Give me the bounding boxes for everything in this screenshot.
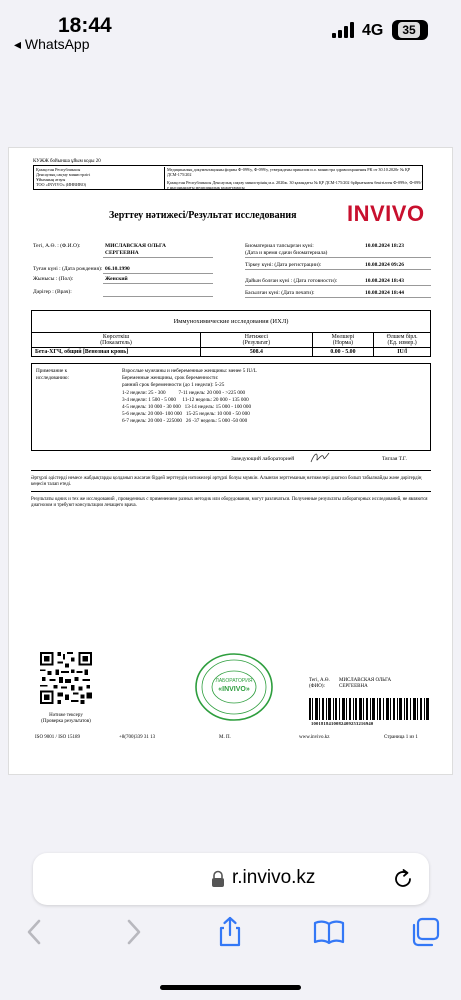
status-time: 18:44 — [58, 14, 112, 37]
qr-label: Нәтиже тексеру (Проверка результатов) — [41, 713, 91, 724]
dob-value: 06.10.1990 — [105, 266, 130, 272]
row-result: 508.4 — [201, 348, 312, 356]
share-icon — [213, 915, 247, 949]
row-unit: IU/l — [397, 349, 407, 355]
doctor-label: Дәрігер : (Врач): — [33, 289, 72, 295]
header-result: Нәтижесі (Результат) — [201, 333, 312, 347]
barcode-icon — [309, 698, 429, 720]
notes-box — [31, 363, 431, 451]
table-title: Иммунохимические исследования (ИХЛ) — [32, 311, 430, 333]
org-code: КУЖЖ бойынша ұйым коды 20 — [33, 159, 101, 164]
dob-label: Туған күні : (Дата рождения): — [33, 266, 103, 272]
qr-code-icon[interactable] — [38, 650, 94, 706]
patient-label: Тегі, А.Ө. (ФИО): — [309, 678, 330, 689]
status-bar — [0, 0, 461, 70]
row-norm: 0.00 - 5.00 — [313, 348, 375, 356]
ministry-left: Қазақстан Республикасы Денсаулық сақтау министрлігі Ұйымның атауы ТОО «INVIVO» (ИНВИВО) — [36, 167, 91, 187]
lock-icon — [211, 870, 225, 888]
registration-value: 10.08.2024 09:26 — [365, 262, 404, 268]
battery-icon — [392, 20, 428, 40]
fio-value-2: СЕРГЕЕВНА — [105, 250, 139, 256]
forward-button[interactable] — [116, 915, 150, 949]
sex-value: Женский — [105, 276, 128, 282]
address-bar[interactable] — [33, 853, 429, 905]
barcode-number: 1001818410082409253216940 — [311, 721, 374, 726]
print-value: 10.08.2024 18:44 — [365, 290, 404, 296]
lab-stamp-icon — [193, 651, 275, 723]
invivo-logo: INVIVO — [347, 201, 425, 226]
biomaterial-value: 10.08.2024 18:23 — [365, 243, 404, 249]
print-label: Басылған күні: (Дата печати): — [245, 290, 315, 296]
biomaterial-label-1: Биоматериал тапсырған күні: — [245, 243, 314, 249]
lab-head-name: Тяглая Т.Г. — [382, 456, 407, 462]
footer-web: www.invivo.kz — [299, 735, 330, 740]
footer-mp: М. П. — [219, 735, 231, 740]
back-to-whatsapp[interactable]: ◂ WhatsApp — [14, 36, 90, 52]
browser-toolbar — [0, 915, 461, 965]
svg-text:«INVIVO»: «INVIVO» — [218, 686, 250, 693]
signature-icon — [309, 450, 331, 464]
patient-value: МИСЛАВСКАЯ ОЛЬГА СЕРГЕЕВНА — [339, 678, 392, 689]
chevron-right-icon — [116, 915, 150, 949]
lab-head-label: Заведующий лабораторией — [231, 456, 295, 462]
ministry-header — [33, 165, 423, 190]
url-text[interactable]: r.invivo.kz — [232, 867, 316, 888]
footer-iso: ISO 9001 / ISO 15189 — [35, 735, 81, 740]
signal-icon — [332, 22, 354, 38]
document-title: Зерттеу нәтижесі/Результат исследования — [109, 210, 297, 221]
fio-value-1: МИСЛАВСКАЯ ОЛЬГА — [105, 243, 166, 249]
results-table — [31, 310, 431, 357]
book-icon — [312, 915, 346, 949]
notes-label: Примечание к исследованию: — [36, 368, 69, 381]
svg-text:ЛАБОРАТОРИЯ: ЛАБОРАТОРИЯ — [215, 678, 253, 684]
disclaimer-ru: Результаты одних и тех же исследований , проведенных с применением разных методик или оборудования, могут различаться. Полученные результаты лабораторных исследований, не являются диагнозом и требуют консультации лечащего врача. — [31, 497, 428, 508]
header-unit: Өлшем бірл. (Ед. измер.) — [386, 334, 418, 346]
share-button[interactable] — [213, 915, 247, 949]
ministry-right: Медициналық документацияны формы Ф-099/у, Ф-099/у, утверждены приказом и.о. министра здравоохранения РК от 30.10.2020г № ҚР ДСМ-175/202 Қазақстан Республикасы Денсаулық сақтау министрінің м.а. 2020ж. 30 қазандағы № ҚР ДСМ-175/202 бұйрығымен бекітілген Ф-099/е, Ф-099/е нысанындағы медициналық құжаттамасы — [164, 167, 422, 190]
disclaimer-kz: Әртүрлі әдістерді немесе жабдықтарды қолданып жасаған бірдей зерттеудің нәтижелері әртүрлі болуы мүмкін. Алынған зерттеманың нәтижелері диагноз болып табылмайды және дәрігердің кеңесін талап етеді. — [31, 476, 422, 487]
header-norm: Мөлшері (Норма) — [313, 333, 375, 347]
tabs-icon — [408, 915, 442, 949]
sex-label: Жынысы : (Пол): — [33, 276, 74, 282]
chevron-left-icon — [18, 915, 52, 949]
biomaterial-label-2: (Дата и время сдачи биоматериала) — [245, 250, 328, 256]
back-button[interactable] — [18, 915, 52, 949]
battery-level: 35 — [398, 22, 420, 38]
fio-label: Тегі, А.Ө. : (Ф.И.О): — [33, 243, 81, 249]
ready-value: 10.08.2024 18:43 — [365, 278, 404, 284]
table-header-row — [32, 333, 430, 348]
network-type: 4G — [362, 22, 384, 39]
footer-page: Страница 1 из 1 — [384, 735, 418, 740]
footer-phone: +8(700)339 31 13 — [119, 735, 156, 740]
notes-lines: Взрослые мужчины и небеременные женщины: менее 5 IU/L Беременные женщины, срок беременности: ранний срок беременности (до 1 недели): 5-25 1-2 недели: 25 - 300 7-11 недель: 20 000 - >225 000 3-4 недели: 1 500 - 5 000 11-12 недель: 20 000 - 135 000 4-5 недель: 10 000 - 30 000 13-14 недель: 15 000 - 100 000 5-6 недель: 20 000- 100 000 15-25 недель: 10 000 - 50 000 6-7 недель: 20 000 - 225000 26 -37 недель: 5 000 -50 000 — [122, 368, 257, 425]
registration-label: Тіркеу күні: (Дата регистрации): — [245, 262, 322, 268]
header-indicator: Көрсеткіш (Показатель) — [32, 333, 201, 347]
lab-result-document — [8, 147, 453, 775]
bookmarks-button[interactable] — [312, 915, 346, 949]
tabs-button[interactable] — [408, 915, 442, 949]
row-indicator: Бета-ХГЧ, общий [Венозная кровь] — [32, 348, 201, 356]
home-indicator — [160, 985, 301, 990]
reload-icon[interactable] — [391, 867, 415, 891]
table-row — [32, 348, 430, 356]
ready-label: Дайын болған күні : (Дата готовности): — [245, 278, 338, 284]
